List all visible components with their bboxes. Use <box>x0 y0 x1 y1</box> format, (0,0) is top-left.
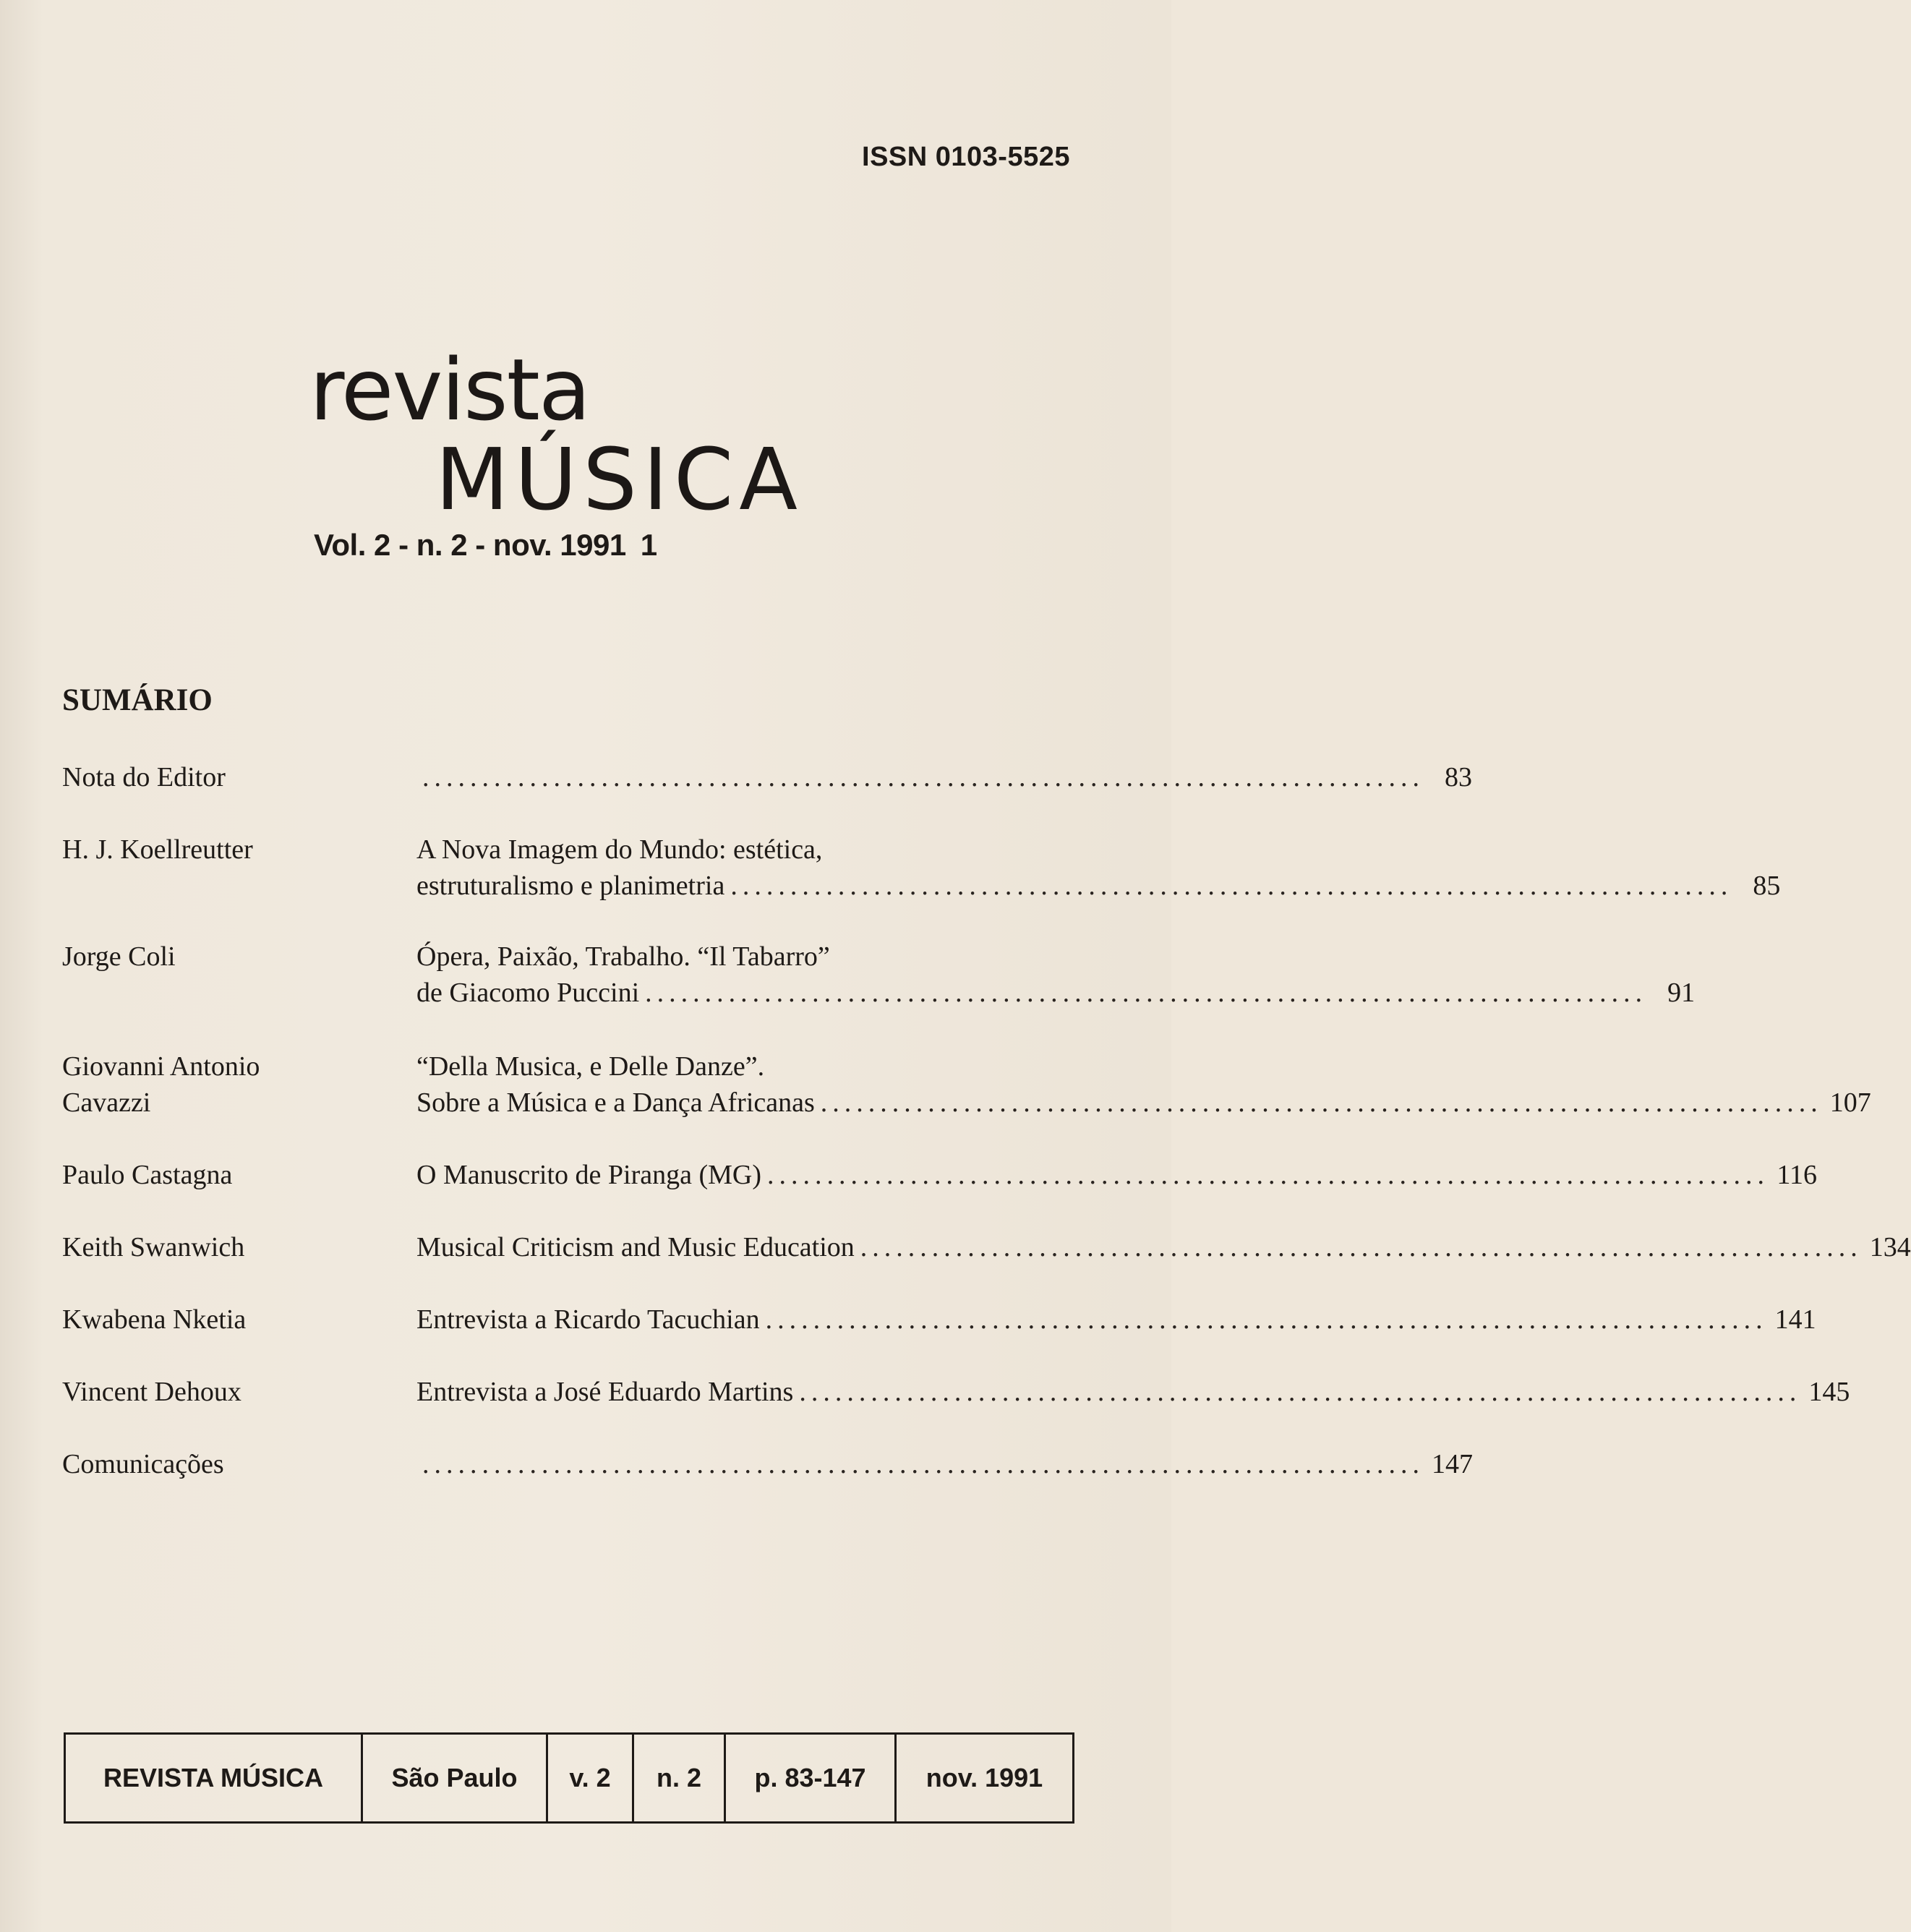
toc-page: 91 <box>1667 978 1696 1008</box>
toc-entry <box>416 1229 1911 1265</box>
leader-dots: .................................................................................... <box>799 1377 1802 1407</box>
toc-entry <box>416 1157 1818 1193</box>
toc-entry <box>416 939 1696 1011</box>
citation-number: n. 2 <box>634 1735 726 1821</box>
toc-page: 134 <box>1869 1232 1911 1262</box>
leader-dots: .................................................................................... <box>767 1160 1770 1190</box>
citation-table <box>64 1732 1074 1824</box>
leader-dots: .................................................................................... <box>422 1449 1424 1479</box>
leader-dots: .................................................................................... <box>730 871 1733 901</box>
toc-page: 116 <box>1777 1160 1818 1190</box>
logo-musica: MÚSICA <box>435 429 803 529</box>
toc-author: H. J. Koellreutter <box>62 834 253 865</box>
toc-title-line: “Della Musica, e Delle Danze”. <box>416 1051 765 1082</box>
toc-author: Comunicações <box>62 1449 224 1479</box>
toc-entry <box>416 832 1781 904</box>
toc-author: Kwabena Nketia <box>62 1304 247 1335</box>
toc-title: Entrevista a José Eduardo Martins <box>416 1377 794 1407</box>
toc-page: 145 <box>1808 1377 1850 1407</box>
toc-entry <box>416 1048 1871 1121</box>
toc-title: O Manuscrito de Piranga (MG) <box>416 1160 762 1190</box>
toc-title: Sobre a Música e a Dança Africanas <box>416 1087 815 1118</box>
leader-dots: .................................................................................... <box>645 978 1648 1008</box>
toc-title-line: A Nova Imagem do Mundo: estética, <box>416 834 823 865</box>
citation-pages: p. 83-147 <box>726 1735 897 1821</box>
toc-title: de Giacomo Puccini <box>416 978 640 1008</box>
toc-entry <box>416 1446 1473 1482</box>
leader-dots: .................................................................................... <box>765 1304 1768 1335</box>
logo-revista: revista <box>309 340 590 440</box>
issn-number: ISSN 0103-5525 <box>862 142 1070 172</box>
leader-dots: .................................................................................... <box>860 1232 1863 1262</box>
leader-dots: .................................................................................... <box>422 762 1424 792</box>
toc-page: 85 <box>1753 871 1781 901</box>
toc-page: 107 <box>1829 1087 1871 1118</box>
volume-info <box>314 528 657 563</box>
citation-date: nov. 1991 <box>925 1763 1043 1792</box>
toc-entry <box>416 759 1472 795</box>
toc-title-line: Ópera, Paixão, Trabalho. “Il Tabarro” <box>416 941 830 972</box>
citation-city: São Paulo <box>363 1735 548 1821</box>
toc-title: Entrevista a Ricardo Tacuchian <box>416 1304 760 1335</box>
toc-author: Nota do Editor <box>62 762 226 792</box>
toc-page: 141 <box>1774 1304 1816 1335</box>
toc-author: Giovanni Antonio Cavazzi <box>62 1051 260 1118</box>
leader-dots: .................................................................................... <box>820 1087 1823 1118</box>
toc-page: 83 <box>1445 762 1472 792</box>
volume-text: Vol. 2 - n. 2 - nov. 1991 <box>314 528 626 562</box>
toc-title: estruturalismo e planimetria <box>416 871 725 901</box>
volume-number: 1 <box>640 528 657 562</box>
toc-author: Jorge Coli <box>62 941 176 972</box>
toc-entry <box>416 1301 1816 1338</box>
contents-heading: SUMÁRIO <box>62 683 213 717</box>
toc-author: Paulo Castagna <box>62 1160 233 1190</box>
toc-page: 147 <box>1432 1449 1473 1479</box>
toc-author: Keith Swanwich <box>62 1232 245 1262</box>
toc-entry <box>416 1374 1850 1410</box>
toc-title: Musical Criticism and Music Education <box>416 1232 855 1262</box>
citation-journal: REVISTA MÚSICA <box>66 1735 363 1821</box>
toc-author: Vincent Dehoux <box>62 1377 241 1407</box>
citation-volume: v. 2 <box>548 1735 634 1821</box>
